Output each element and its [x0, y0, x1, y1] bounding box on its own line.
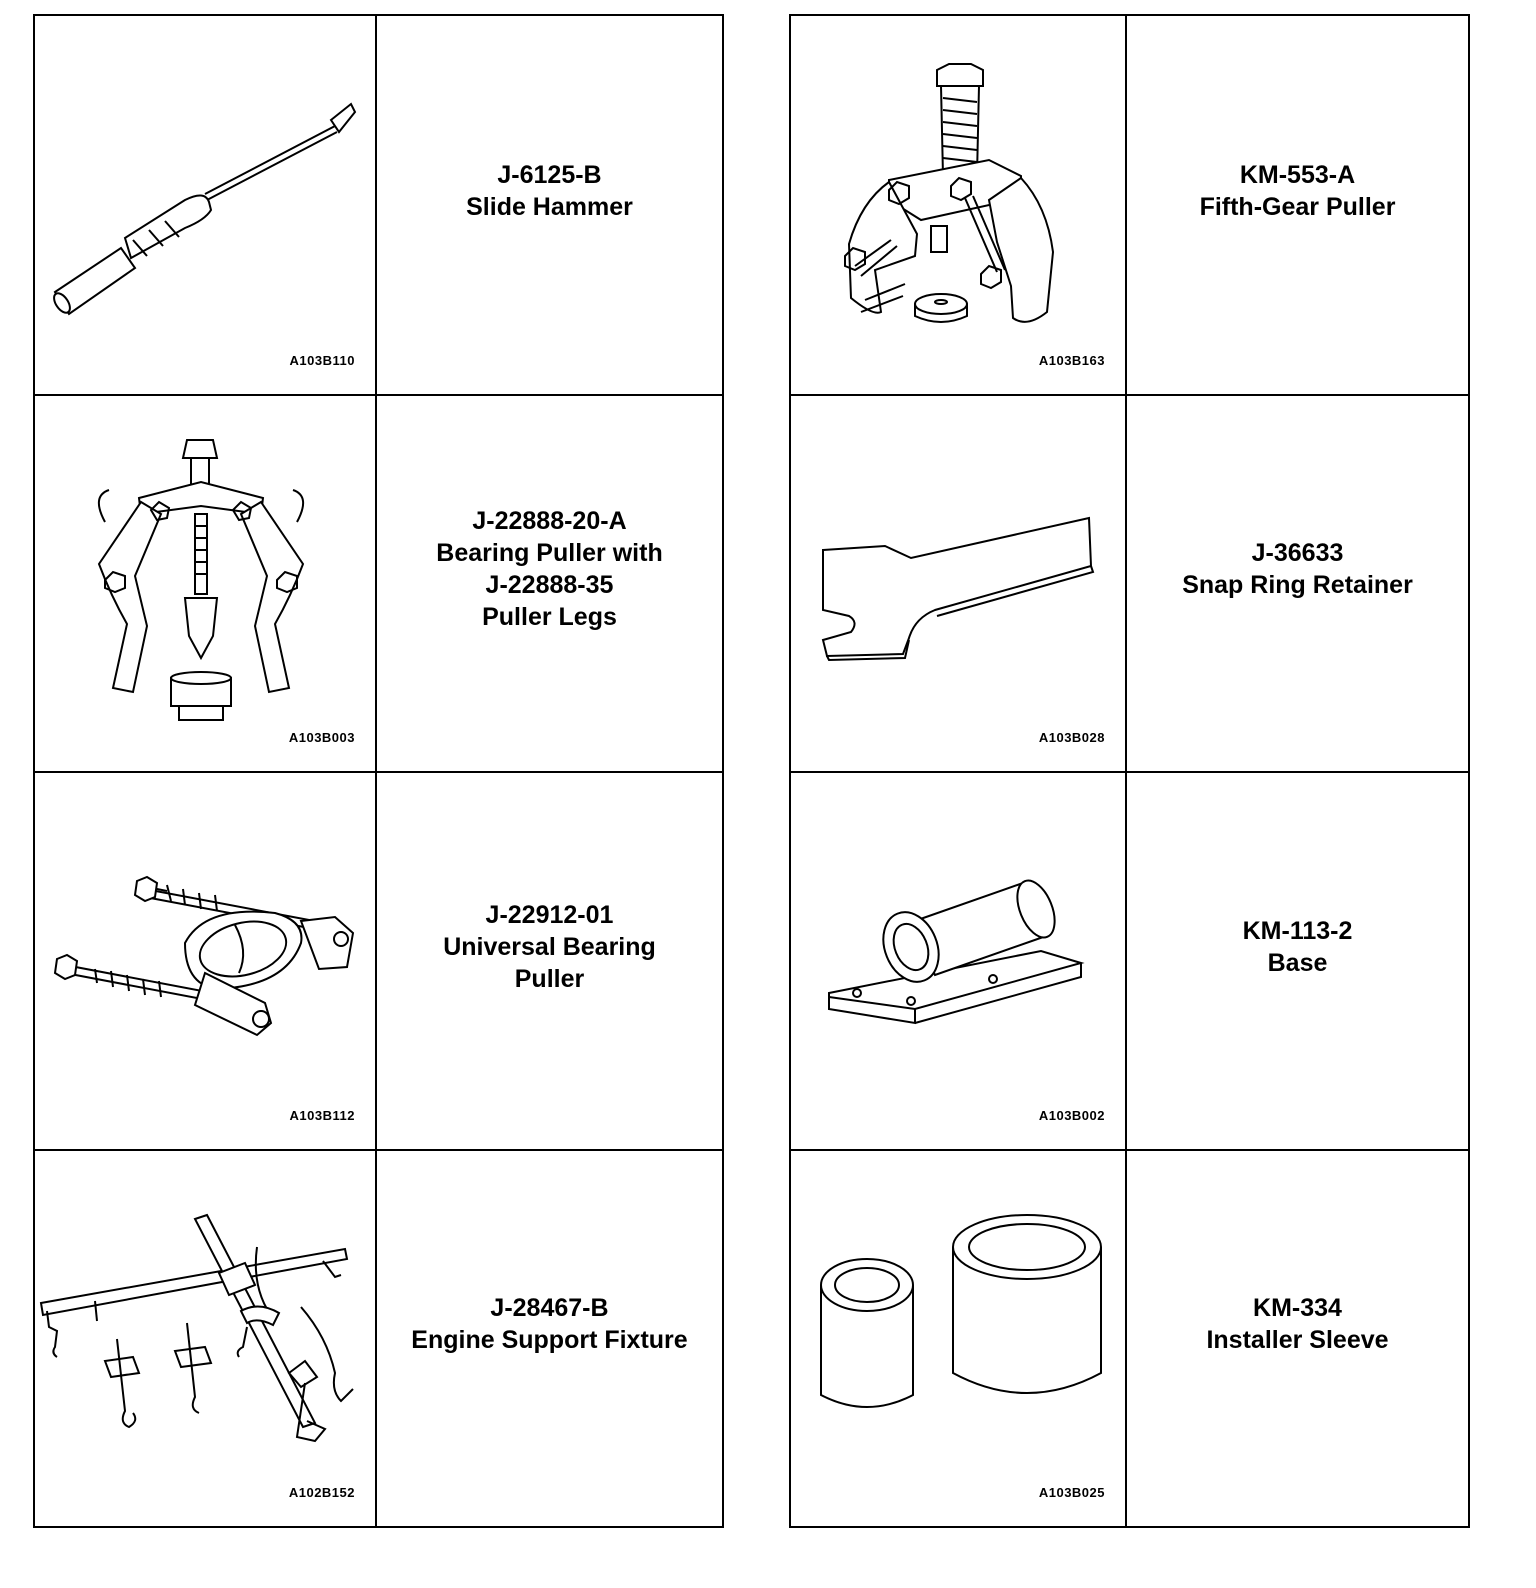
figure-code: A103B163 [1038, 352, 1105, 368]
tool-image-cell [35, 1151, 377, 1527]
tool-number: J-6125-B [497, 160, 602, 189]
tool-description: Engine Support Fixture [411, 1326, 688, 1355]
bearing-puller-icon [35, 396, 375, 772]
tool-label [377, 1151, 722, 1527]
snap-ring-retainer-icon [791, 396, 1125, 772]
fifth-gear-puller-icon [791, 16, 1125, 392]
slide-hammer-icon [35, 16, 375, 392]
tool-number: J-28467-B [490, 1294, 609, 1323]
tool-description: Universal Bearing [443, 932, 656, 961]
tool-number: KM-334 [1253, 1294, 1342, 1323]
tool-row [35, 394, 722, 772]
tool-row [791, 771, 1468, 1149]
tool-label [1127, 396, 1468, 772]
tool-image-cell [791, 396, 1127, 772]
tool-row [791, 16, 1468, 394]
tool-image-cell [35, 773, 377, 1149]
tool-description: Fifth-Gear Puller [1199, 192, 1396, 221]
tool-number: J-22912-01 [485, 900, 614, 929]
tool-image-cell [35, 16, 377, 394]
tool-row [791, 394, 1468, 772]
tool-description: Puller Legs [482, 603, 617, 632]
tool-image-cell [35, 396, 377, 772]
tool-number: J-36633 [1251, 539, 1344, 568]
tool-description: Base [1267, 948, 1328, 977]
figure-code: A103B003 [288, 730, 355, 745]
tool-description: Snap Ring Retainer [1182, 571, 1413, 600]
tool-label [1127, 1151, 1468, 1527]
figure-code: A103B112 [289, 1107, 355, 1123]
tool-description: Bearing Puller with [436, 539, 663, 568]
figure-code: A103B002 [1038, 1107, 1105, 1123]
tool-table-left [33, 14, 724, 1528]
tool-description: Slide Hammer [466, 192, 633, 221]
tool-label [377, 396, 722, 772]
tool-description: Puller [514, 964, 585, 993]
tool-table-right [789, 14, 1470, 1528]
tool-number: KM-553-A [1239, 160, 1356, 189]
figure-code: A103B025 [1038, 1485, 1105, 1500]
tool-description: Installer Sleeve [1206, 1326, 1389, 1355]
tool-label [377, 773, 722, 1149]
base-icon [791, 773, 1125, 1149]
tool-row [35, 1149, 722, 1527]
tool-image-cell [791, 1151, 1127, 1527]
tool-label [1127, 16, 1468, 394]
figure-code: A102B152 [288, 1485, 355, 1500]
figure-code: A103B028 [1038, 730, 1105, 745]
figure-code: A103B110 [289, 352, 355, 368]
tool-image-cell [791, 16, 1127, 394]
tool-description: J-22888-35 [485, 571, 614, 600]
tool-label [377, 16, 722, 394]
tool-label [1127, 773, 1468, 1149]
tool-number: J-22888-20-A [472, 507, 627, 536]
tool-number: KM-113-2 [1242, 916, 1353, 945]
tool-row [35, 771, 722, 1149]
engine-support-fixture-icon [35, 1151, 375, 1527]
installer-sleeve-icon [791, 1151, 1125, 1527]
tool-row [791, 1149, 1468, 1527]
tool-row [35, 16, 722, 394]
tool-image-cell [791, 773, 1127, 1149]
universal-bearing-puller-icon [35, 773, 375, 1149]
